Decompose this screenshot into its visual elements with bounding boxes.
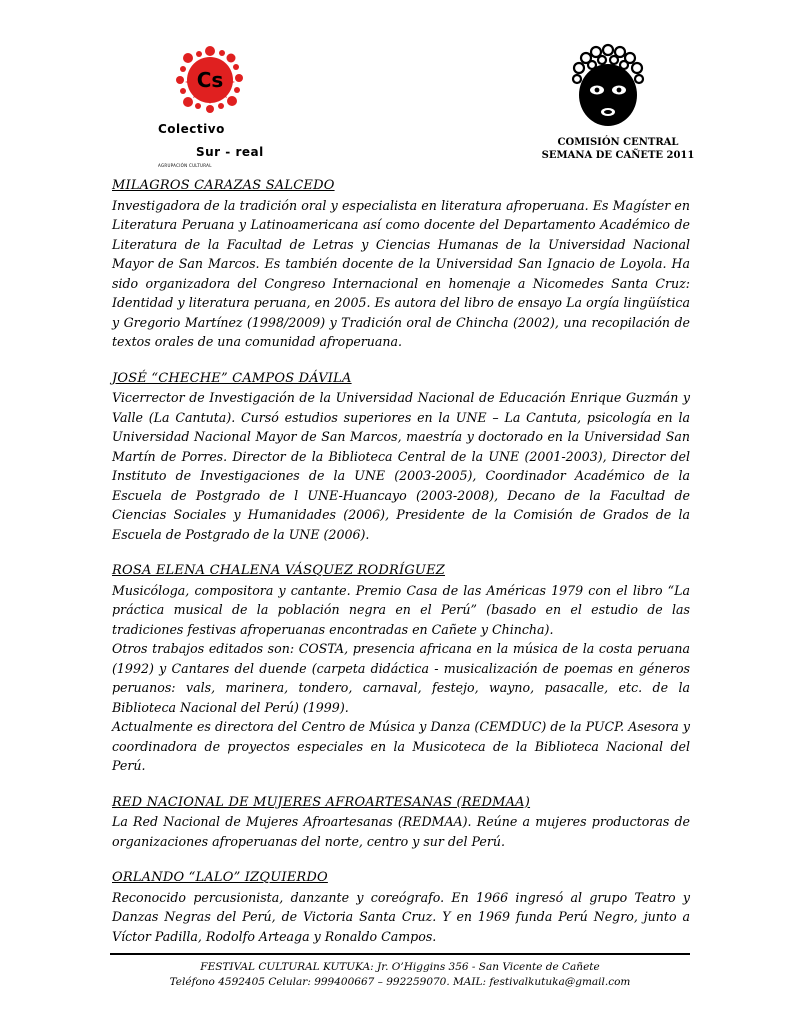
red-splash-icon <box>175 42 245 114</box>
colectivo-sur-real-logo <box>150 42 300 182</box>
bio-name: ORLANDO “LALO” IZQUIERDO <box>112 870 328 885</box>
footer-divider <box>110 953 690 955</box>
bio-name: MILAGROS CARAZAS SALCEDO <box>112 178 335 193</box>
logo-subtitle: AGRUPACIÓN CULTURAL <box>158 163 212 168</box>
bio-paragraph: Investigadora de la tradición oral y especialista en literatura afroperuana. Es Magíster en Literatura Peruana y Latinoamericana así como docente del Departamento Académico de Literatura de la Facultad de Letras y Ciencias Humanas de la Universidad Nacional Mayor de San Marcos. Es también docente de la Universidad San Ignacio de Loyola. Ha sido organizadora del Congreso Internacional en homenaje a Nicomedes Santa Cruz: Identidad y literatura peruana, en 2005. Es autora del libro de ensayo La orgía lingüística y Gregorio Martínez (1998/2009) y Tradición oral de Chincha (2002), una recopilación de textos orales de una comunidad afroperuana. <box>112 197 690 349</box>
comision-central-logo <box>568 40 648 134</box>
bio-paragraph: Reconocido percusionista, danzante y coreógrafo. En 1966 ingresó al grupo Teatro y Danzas Negras del Perú, de Victoria Santa Cruz. Y en 1969 funda Perú Negro, junto a Víctor Padilla, Rodolfo Arteaga y Ronaldo Campos. <box>112 889 690 944</box>
bio-paragraph: Vicerrector de Investigación de la Universidad Nacional de Educación Enrique Guzmán y Valle (La Cantuta). Cursó estudios superiores en la UNE – La Cantuta, psicología en la Universidad Nacional Mayor de San Marcos, maestría y doctorado en la Universidad San Martín de Porres. Director de la Biblioteca Central de la UNE (2001-2003), Director del Instituto de Investigaciones de la UNE (2003-2005), Coordinador Académico de la Escuela de Postgrado de l UNE-Huancayo (2003-2008), Decano de la Facultad de Ciencias Sociales y Humanidades (2006), Presidente de la Comisión de Grados de la Escuela de Postgrado de la UNE (2006). <box>112 390 690 542</box>
logo-monogram: Cs <box>196 68 224 92</box>
bio-entry <box>112 868 690 946</box>
bio-entry <box>112 561 690 776</box>
bio-paragraph: Musicóloga, compositora y cantante. Premio Casa de las Américas 1979 con el libro “La práctica musical de la población negra en el Perú” (basado en el estudio de las tradiciones festivas afroperuanas encontradas en Cañete y Chincha). <box>112 582 690 637</box>
footer-contact: Teléfono 4592405 Celular: 999400667 – 992259070. MAIL: festivalkutuka@gmail.com <box>169 976 631 988</box>
bio-entry <box>112 793 690 852</box>
bio-paragraph: Actualmente es directora del Centro de Música y Danza (CEMDUC) de la PUCP. Asesora y coordinadora de proyectos especiales en la Musicoteca de la Biblioteca Nacional del Perú. <box>112 719 690 773</box>
bio-name: RED NACIONAL DE MUJERES AFROARTESANAS (REDMAA) <box>112 794 531 810</box>
logo-line-2: Sur - real <box>196 145 264 159</box>
bio-entry <box>112 176 690 352</box>
bio-name: ROSA ELENA CHALENA VÁSQUEZ RODRÍGUEZ <box>112 563 445 578</box>
bio-paragraph: La Red Nacional de Mujeres Afroartesanas (REDMAA). Reúne a mujeres productoras de organizaciones afroperuanas del norte, centro y sur del Perú. <box>112 814 690 849</box>
logo-line-1: Colectivo <box>158 122 225 136</box>
bio-list <box>112 176 690 963</box>
mask-face-icon <box>568 40 648 130</box>
bio-entry <box>112 369 690 545</box>
commission-title: COMISIÓN CENTRAL <box>557 137 679 148</box>
footer-address: FESTIVAL CULTURAL KUTUKA: Jr. O’Higgins 356 - San Vicente de Cañete <box>200 961 600 973</box>
bio-name: JOSÉ “CHECHE” CAMPOS DÁVILA <box>112 370 352 386</box>
commission-subtitle: SEMANA DE CAÑETE 2011 <box>541 150 695 161</box>
bio-paragraph: Otros trabajos editados son: COSTA, presencia africana en la música de la costa peruana (1992) y Cantares del duende (carpeta didáctica - musicalización de poemas en géneros peruanos: vals, marinera, tondero, carnaval, festejo, wayno, pasacalle, etc. de la Biblioteca Nacional del Perú) (1999). <box>112 641 690 715</box>
